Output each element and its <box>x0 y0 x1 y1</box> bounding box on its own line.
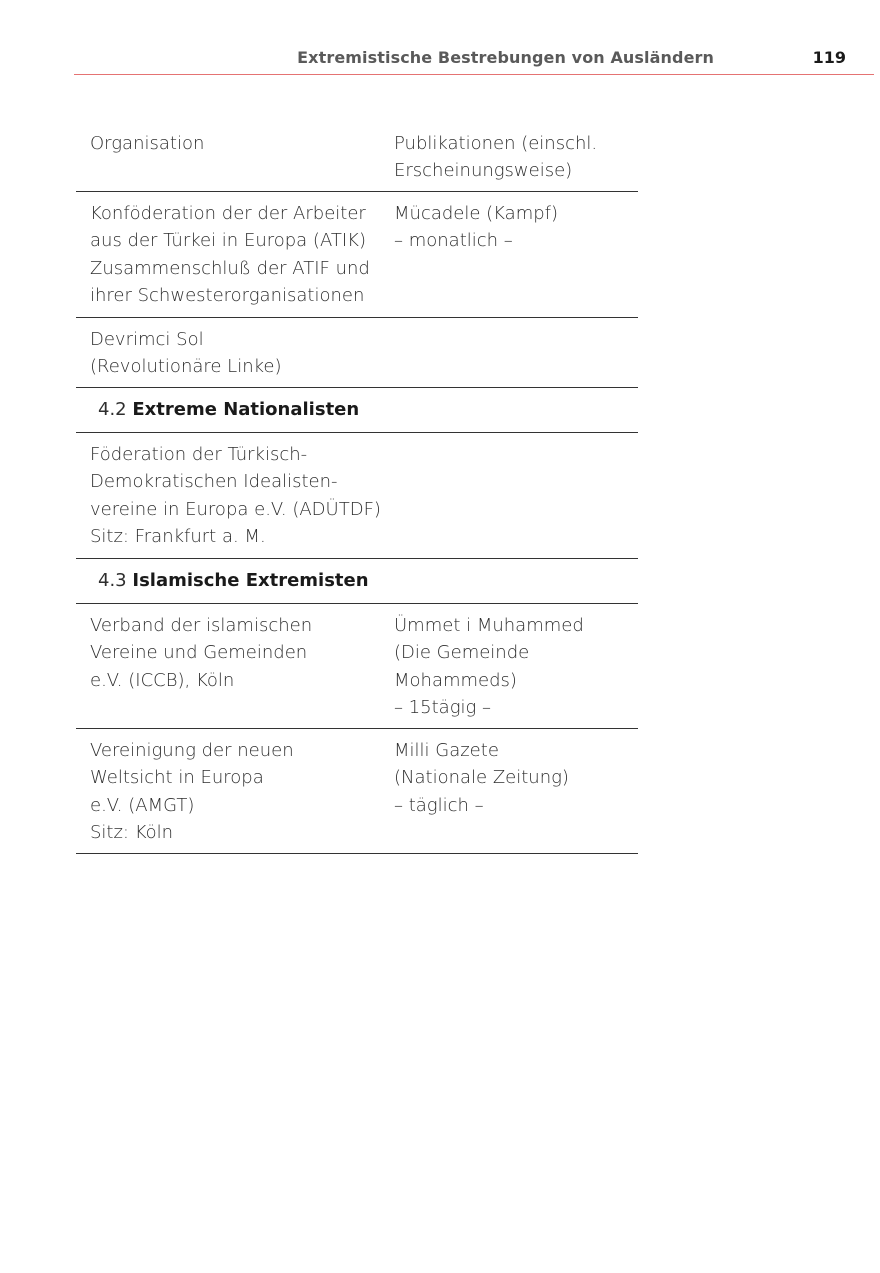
text-line: – monatlich – <box>394 230 513 252</box>
text-line: – täglich – <box>394 794 484 816</box>
table-row <box>76 729 638 854</box>
header-line: Publikationen (einschl. <box>394 133 598 154</box>
organisation-cell <box>90 326 395 381</box>
table-header-row <box>76 130 638 192</box>
publication-cell <box>394 200 634 255</box>
text-line: Föderation der Türkisch- <box>90 444 308 465</box>
table-row <box>76 604 638 729</box>
text-line: Sitz: Frankfurt a. M. <box>90 526 266 548</box>
section-number: 4.2 <box>98 399 127 420</box>
text-line: (Nationale Zeitung) <box>394 767 569 789</box>
header-line: Organisation <box>90 133 205 154</box>
organisation-cell <box>90 200 395 310</box>
text-line: e.V. (AMGT) <box>90 794 195 816</box>
text-line: Vereine und Gemeinden <box>90 642 308 664</box>
text-line: Mücadele (Kampf) <box>394 203 559 224</box>
table-row <box>76 318 638 388</box>
publication-cell <box>394 612 634 722</box>
text-line: Verband der islamischen <box>90 615 313 636</box>
section-heading-row <box>76 388 638 433</box>
text-line: (Die Gemeinde <box>394 642 530 664</box>
text-line: Konföderation der der Arbeiter <box>90 203 366 224</box>
section-number: 4.3 <box>98 570 127 591</box>
text-line: (Revolutionäre Linke) <box>90 356 282 378</box>
text-line: Zusammenschluß der ATIF und <box>90 257 370 279</box>
section-heading-row <box>76 559 638 604</box>
section-title <box>98 567 369 594</box>
organisation-cell <box>90 612 395 694</box>
table-row <box>76 433 638 559</box>
text-line: – 15tägig – <box>394 697 492 719</box>
column-header-publications <box>394 130 634 185</box>
text-line: e.V. (ICCB), Köln <box>90 669 235 691</box>
column-header-organisation <box>90 130 395 157</box>
text-line: Ümmet i Muhammed <box>394 615 584 636</box>
text-line: Weltsicht in Europa <box>90 767 264 789</box>
text-line: Milli Gazete <box>394 740 499 761</box>
section-name: Islamische Extremisten <box>132 570 369 591</box>
text-line: Mohammeds) <box>394 669 517 691</box>
page-number: 119 <box>812 48 846 67</box>
text-line: Devrimci Sol <box>90 329 204 350</box>
header-line: Erscheinungsweise) <box>394 160 573 182</box>
text-line: Vereinigung der neuen <box>90 740 294 761</box>
organisation-cell <box>90 737 395 847</box>
text-line: vereine in Europa e.V. (ADÜTDF) <box>90 498 381 520</box>
running-title: Extremistische Bestrebungen von Ausländern <box>297 48 714 67</box>
publication-cell <box>394 737 634 819</box>
text-line: Demokratischen Idealisten- <box>90 471 338 493</box>
organisations-table <box>76 130 638 854</box>
organisation-cell <box>90 441 395 551</box>
header-rule <box>74 74 874 75</box>
running-head <box>74 44 874 76</box>
text-line: aus der Türkei in Europa (ATIK) <box>90 230 366 252</box>
section-name: Extreme Nationalisten <box>132 399 360 420</box>
text-line: Sitz: Köln <box>90 822 174 844</box>
table-row <box>76 192 638 318</box>
text-line: ihrer Schwesterorganisationen <box>90 285 365 307</box>
section-title <box>98 396 359 423</box>
